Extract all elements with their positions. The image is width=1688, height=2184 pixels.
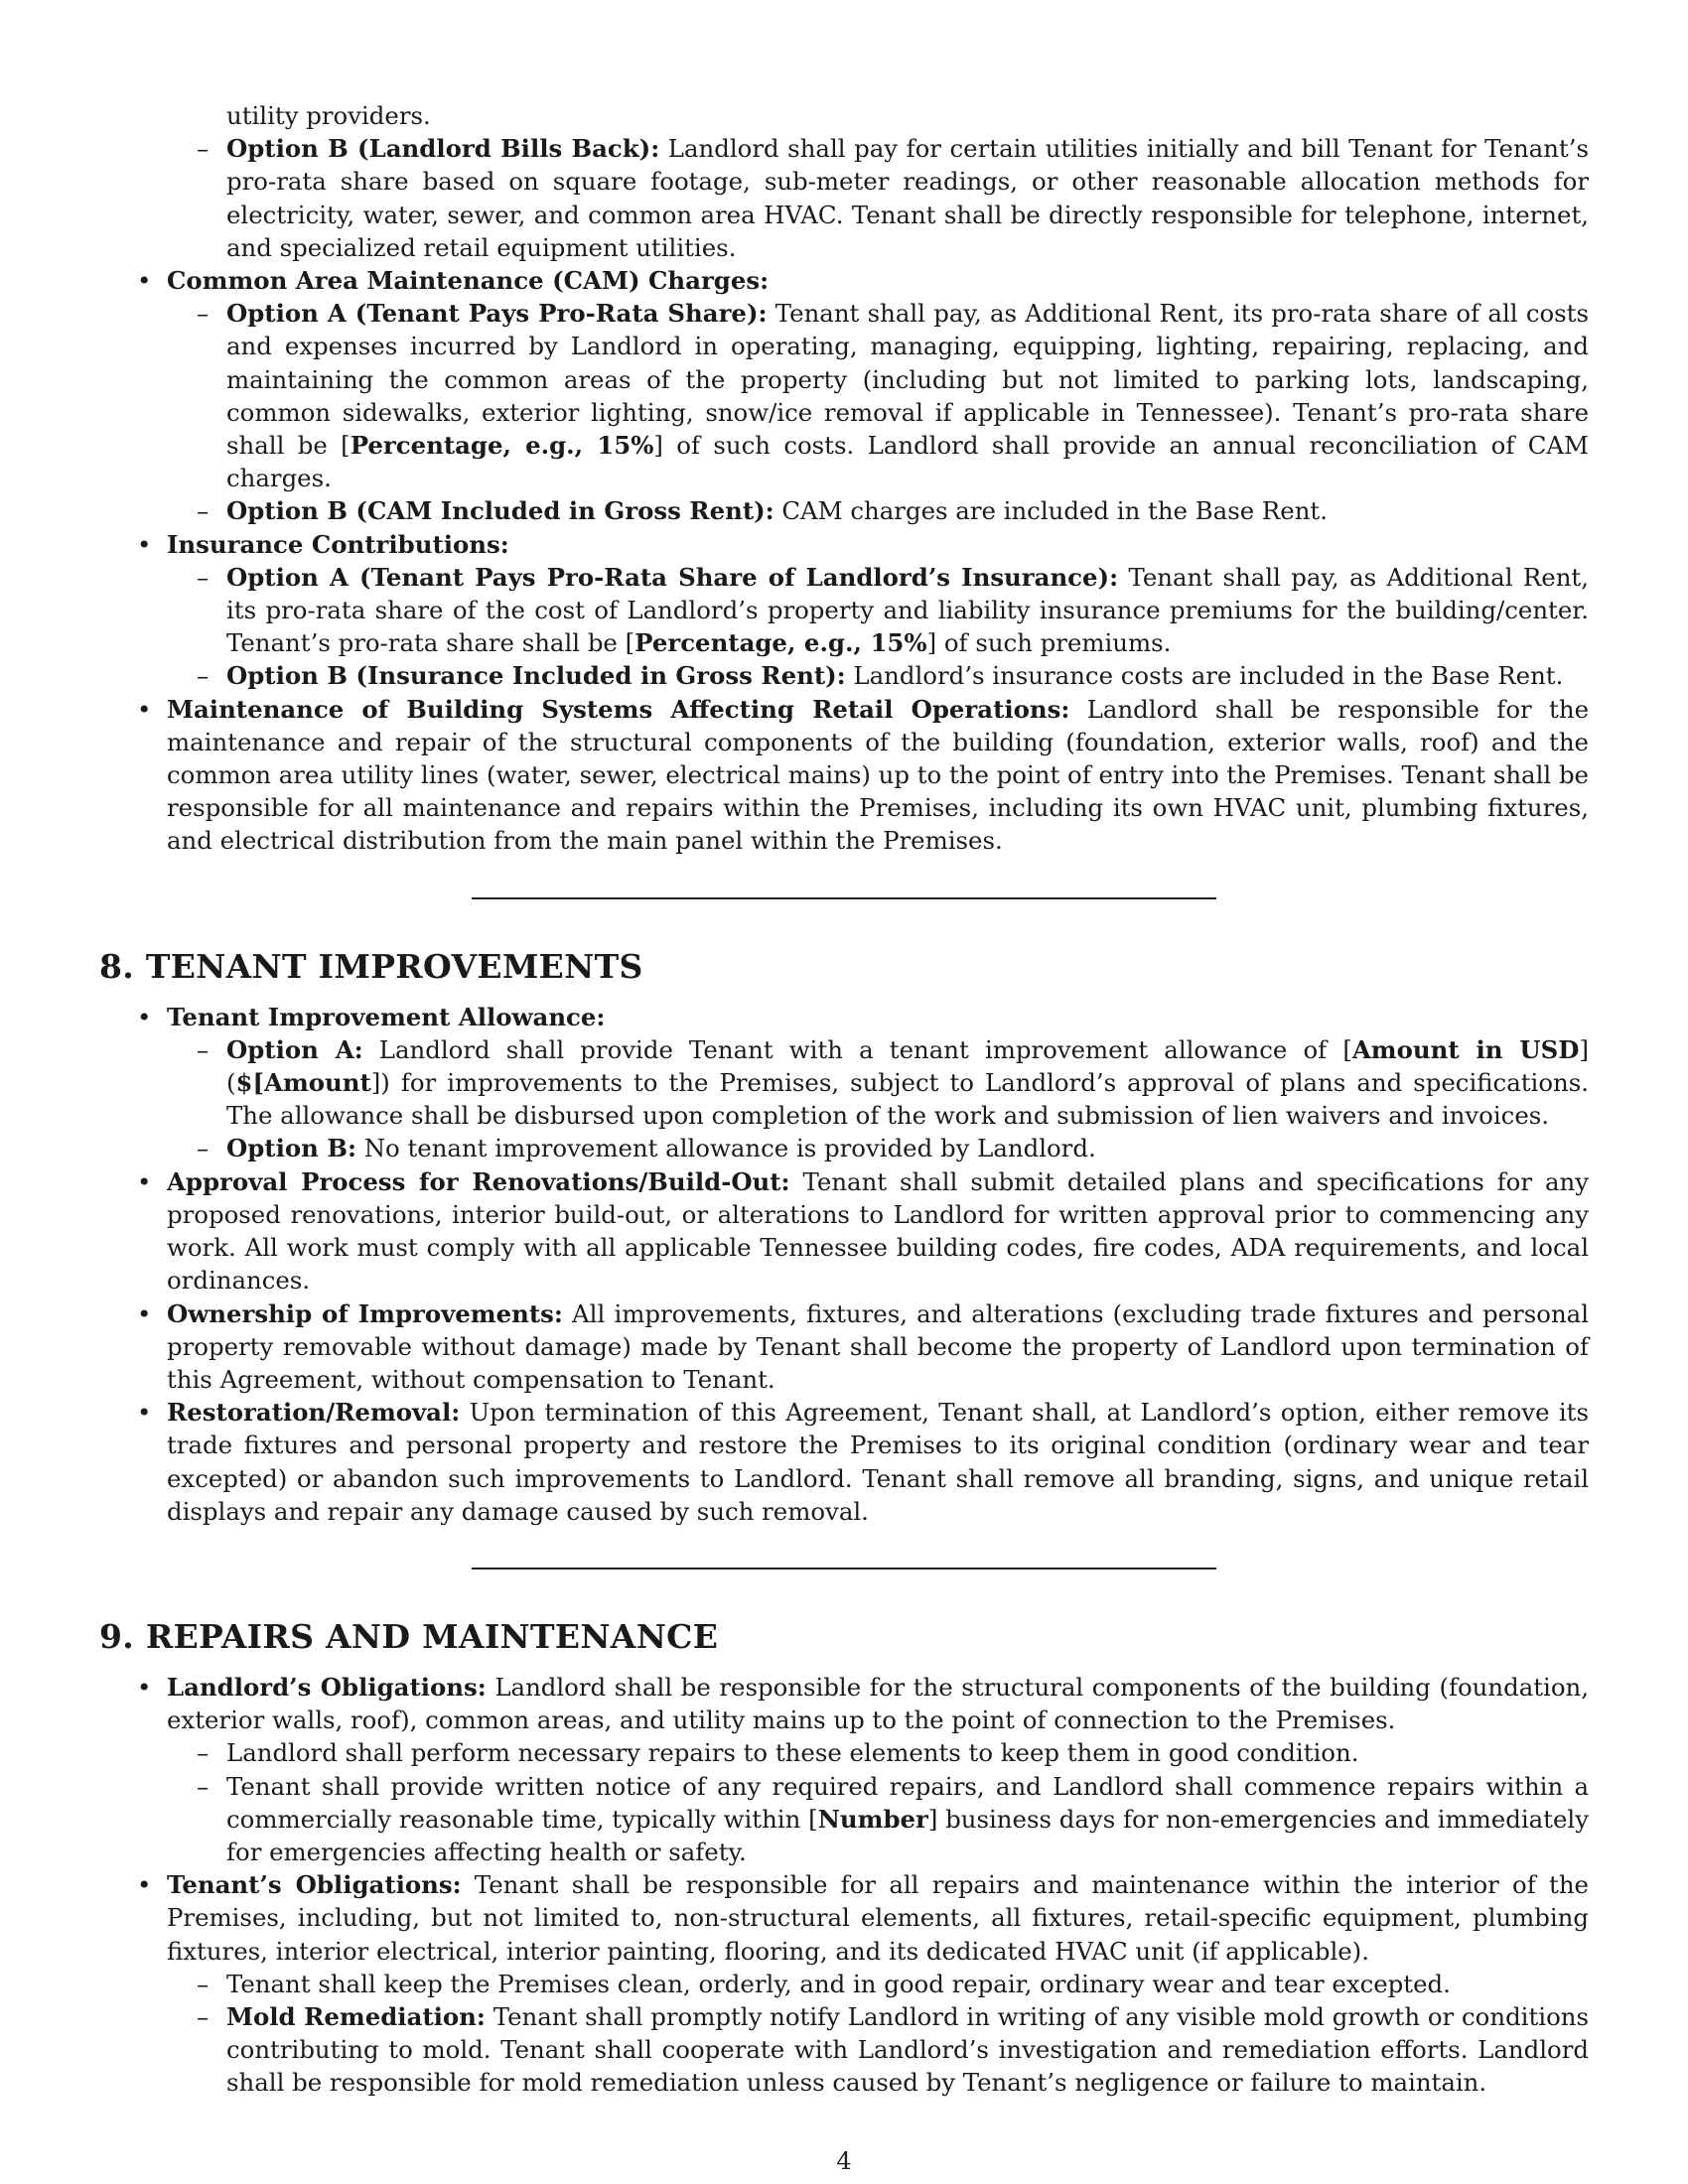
option-text: No tenant improvement allowance is provided by Landlord. — [355, 1134, 1096, 1163]
item-title: Tenant’s Obligations: — [167, 1870, 462, 1900]
item-title: Tenant Improvement Allowance: — [167, 1002, 606, 1031]
mold-remediation-subitem — [167, 2000, 1589, 2100]
cam-charges-item — [99, 264, 1589, 528]
subitem-text: Tenant shall promptly notify Landlord in writing of any visible mold growth or conditions contributing to mold. Tenant shall cooperate with Landlord’s investigation and remediation efforts. Landlord shall be responsible for mold remediation unless caused by Tenant’s negligence or failure to maintain. — [226, 2001, 1589, 2098]
option-title: Option A (Tenant Pays Pro-Rata Share): — [226, 299, 768, 329]
tenant-subitem: – Tenant shall keep the Premises clean, orderly, and in good repair, ordinary wear and tear excepted. — [167, 1968, 1589, 2000]
item-text: Tenant shall submit detailed plans and specifications for any proposed renovations, interior build-out, or alterations to Landlord for written approval prior to commencing any work. All work must comply with all applicable Tennessee building codes, fire codes, ADA requirements, and local ordinances. — [167, 1166, 1589, 1296]
option-title: Option B (CAM Included in Gross Rent): — [226, 496, 774, 526]
cam-option-a — [167, 297, 1589, 494]
option-text: CAM charges are included in the Base Rent. — [774, 496, 1328, 526]
insurance-option-b — [167, 659, 1589, 692]
tenant-obligations-item — [99, 1868, 1589, 2099]
option-text: Tenant shall pay, as Additional Rent, its pro-rata share of all costs and expenses incurred by Landlord in operating, managing, equipping, lighting, repairing, replacing, and maintaining the common areas of the property (including but not limited to parking lots, landscaping, common sidewalks, exterior lighting, snow/ice removal if applicable in Tennessee). Tenant’s pro-rata share shall be [ — [226, 299, 1589, 461]
item-text: All improvements, fixtures, and alterations (excluding trade fixtures and personal property removable without damage) made by Tenant shall become the property of Landlord upon termination of this Agreement, without compensation to Tenant. — [167, 1298, 1590, 1394]
item-title: Maintenance of Building Systems Affecting Retail Operations: — [167, 694, 1070, 724]
option-title: Option A: — [226, 1034, 363, 1064]
item-text: Tenant shall be responsible for all repairs and maintenance within the interior of the Premises, including, but not limited to, non-structural elements, all fixtures, retail-specific equipment, plumbing fixtures, interior electrical, interior painting, flooring, and its dedicated HVAC unit (if applicable). — [167, 1870, 1589, 1966]
insurance-option-a — [167, 561, 1589, 660]
restoration-item — [99, 1396, 1589, 1528]
option-text: Landlord’s insurance costs are included in the Base Rent. — [845, 661, 1564, 691]
option-text: ] of such costs. Landlord shall provide an annual reconciliation of CAM charges. — [226, 431, 1589, 493]
section-8-list — [99, 1001, 1589, 1528]
item-text: Landlord shall be responsible for the maintenance and repair of the structural components of the building (foundation, exterior walls, roof) and the common area utility lines (water, sewer, electrical mains) up to the point of entry into the Premises. Tenant shall be responsible for all maintenance and repairs within the Premises, including its own HVAC unit, plumbing fixtures, and electrical distribution from the main panel within the Premises. — [167, 694, 1589, 856]
approval-process-item — [99, 1165, 1589, 1297]
placeholder-field: Percentage, e.g., 15% — [350, 431, 654, 461]
option-text: Landlord shall pay for certain utilities initially and bill Tenant for Tenant’s pro-rata share based on square footage, sub-meter readings, or other reasonable allocation methods for electricity, water, sewer, and common area HVAC. Tenant shall be directly responsible for telephone, internet, and specialized retail equipment utilities. — [226, 134, 1590, 262]
cam-options-list — [167, 297, 1589, 527]
placeholder-field: $[Amount — [235, 1068, 371, 1098]
item-title: Restoration/Removal: — [167, 1398, 461, 1428]
tenant-obligations-sublist — [167, 1968, 1589, 2100]
item-title: Common Area Maintenance (CAM) Charges: — [167, 266, 770, 296]
ownership-item — [99, 1297, 1589, 1397]
placeholder-field: Number — [817, 1804, 928, 1834]
section-divider — [472, 897, 1216, 899]
utilities-option-b — [167, 132, 1589, 264]
document-content — [99, 99, 1589, 2100]
landlord-obligations-item — [99, 1671, 1589, 1868]
insurance-contributions-item — [99, 528, 1589, 693]
building-systems-item — [99, 693, 1589, 858]
option-title: Option A (Tenant Pays Pro-Rata Share of Landlord’s Insurance): — [226, 562, 1119, 592]
improvement-allowance-item — [99, 1001, 1589, 1165]
option-text: ] of such premiums. — [926, 628, 1172, 658]
allowance-options-list — [167, 1033, 1589, 1165]
option-text: Landlord shall provide Tenant with a tenant improvement allowance of [ — [362, 1034, 1352, 1064]
page-number: 4 — [836, 2147, 852, 2175]
item-title: Ownership of Improvements: — [167, 1298, 563, 1328]
landlord-obligations-sublist — [167, 1736, 1589, 1868]
section-8-heading: 8. TENANT IMPROVEMENTS — [99, 946, 643, 986]
option-title: Option B (Insurance Included in Gross Rent): — [226, 661, 846, 691]
item-text: Upon termination of this Agreement, Tenant shall, at Landlord’s option, either remove its trade fixtures and personal property and restore the Premises to its original condition (ordinary wear and tear excepted) or abandon such improvements to Landlord. Tenant shall remove all branding, signs, and unique retail displays and repair any damage caused by such removal. — [167, 1398, 1589, 1526]
option-title: Mold Remediation: — [226, 2001, 486, 2031]
section-divider — [472, 1568, 1216, 1570]
landlord-subitem: – Landlord shall perform necessary repairs to these elements to keep them in good condition. — [167, 1736, 1589, 1769]
subitem-text: Tenant shall provide written notice of any required repairs, and Landlord shall commence repairs within a commercially reasonable time, typically within [ — [226, 1771, 1589, 1834]
utilities-option-a-continuation: utility providers. — [226, 101, 431, 130]
section-9-heading: 9. REPAIRS AND MAINTENANCE — [99, 1616, 719, 1656]
landlord-subitem — [167, 1770, 1589, 1869]
option-text: Tenant shall pay, as Additional Rent, its pro-rata share of the cost of Landlord’s property and liability insurance premiums for the building/center. Tenant’s pro-rata share shall be [ — [226, 562, 1589, 658]
placeholder-field: Amount in USD — [1351, 1034, 1580, 1064]
allowance-option-b — [167, 1132, 1589, 1164]
item-title: Approval Process for Renovations/Build-Out: — [167, 1166, 790, 1196]
option-text: ] ( — [226, 1034, 1589, 1098]
placeholder-field: Percentage, e.g., 15% — [634, 628, 927, 658]
cam-option-b — [167, 494, 1589, 527]
section-7-list — [99, 132, 1589, 857]
option-text: ]) for improvements to the Premises, subject to Landlord’s approval of plans and specifications. The allowance shall be disbursed upon completion of the work and submission of lien waivers and invoices. — [226, 1068, 1589, 1131]
document-page — [99, 99, 1589, 2100]
item-title: Landlord’s Obligations: — [167, 1672, 487, 1702]
option-title: Option B: — [226, 1134, 356, 1163]
subitem-text: ] business days for non-emergencies and immediately for emergencies affecting health or safety. — [226, 1804, 1589, 1866]
item-title: Insurance Contributions: — [167, 529, 509, 559]
insurance-options-list — [167, 561, 1589, 693]
item-text: Landlord shall be responsible for the structural components of the building (foundation, exterior walls, roof), common areas, and utility mains up to the point of connection to the Premises. — [167, 1672, 1589, 1735]
option-title: Option B (Landlord Bills Back): — [226, 134, 660, 164]
utilities-options-list — [99, 132, 1589, 264]
allowance-option-a — [167, 1033, 1589, 1133]
utilities-continued-item — [99, 132, 1589, 264]
section-9-list — [99, 1671, 1589, 2100]
